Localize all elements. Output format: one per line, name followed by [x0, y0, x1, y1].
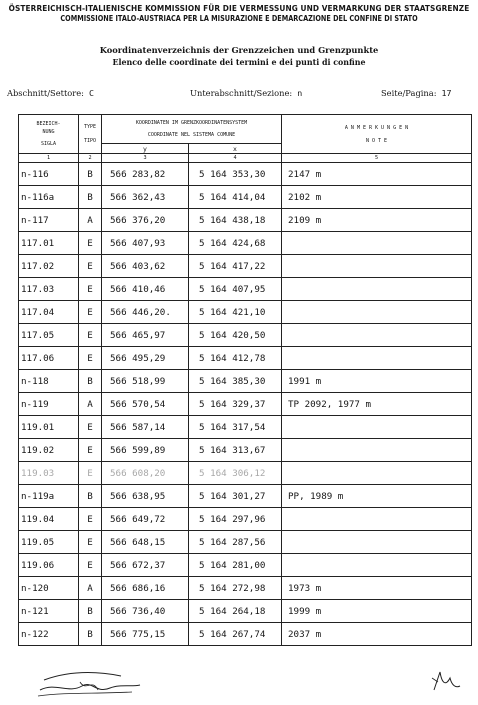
table-row [19, 347, 472, 370]
header-axis-x: x [189, 144, 282, 154]
note-cell [282, 554, 472, 577]
tipo-cell: A [79, 209, 102, 232]
coordinates-table [18, 114, 472, 646]
y-coordinate-cell: 566 518,99 [102, 370, 189, 393]
y-coordinate-cell: 566 736,40 [102, 600, 189, 623]
y-coordinate-cell: 566 407,93 [102, 232, 189, 255]
signature-right [430, 668, 464, 694]
header-tipo-it: TIPO [83, 138, 97, 144]
tipo-cell: E [79, 301, 102, 324]
x-coordinate-cell: 5 164 414,04 [189, 186, 282, 209]
tipo-cell: B [79, 600, 102, 623]
tipo-cell: B [79, 163, 102, 186]
note-cell [282, 324, 472, 347]
y-coordinate-cell: 566 587,14 [102, 416, 189, 439]
table-row [19, 577, 472, 600]
tipo-cell: E [79, 462, 102, 485]
tipo-cell: A [79, 577, 102, 600]
tipo-cell: B [79, 623, 102, 646]
x-coordinate-cell: 5 164 287,56 [189, 531, 282, 554]
sigla-cell: n-116a [19, 186, 79, 209]
page-label: Seite/Pagina: [381, 88, 437, 98]
note-cell: 2102 m [282, 186, 472, 209]
x-coordinate-cell: 5 164 301,27 [189, 485, 282, 508]
column-number: 5 [282, 154, 472, 163]
note-cell [282, 531, 472, 554]
y-coordinate-cell: 566 495,29 [102, 347, 189, 370]
note-cell [282, 232, 472, 255]
x-coordinate-cell: 5 164 438,18 [189, 209, 282, 232]
y-coordinate-cell: 566 465,97 [102, 324, 189, 347]
x-coordinate-cell: 5 164 417,22 [189, 255, 282, 278]
sigla-cell: 119.06 [19, 554, 79, 577]
note-cell: 2037 m [282, 623, 472, 646]
y-coordinate-cell: 566 446,20. [102, 301, 189, 324]
sigla-cell: n-120 [19, 577, 79, 600]
table-row [19, 600, 472, 623]
header-coordinates-de: KOORDINATEN IM GRENZKOORDINATENSYSTEM [135, 120, 248, 126]
header-sigla-it: SIGLA [40, 141, 57, 147]
table-header-row-1 [19, 115, 472, 144]
sigla-cell: 119.05 [19, 531, 79, 554]
note-cell: 1991 m [282, 370, 472, 393]
table-row [19, 508, 472, 531]
sigla-cell: n-118 [19, 370, 79, 393]
note-cell [282, 347, 472, 370]
tipo-cell: E [79, 278, 102, 301]
y-coordinate-cell: 566 599,89 [102, 439, 189, 462]
table-row [19, 324, 472, 347]
tipo-cell: E [79, 324, 102, 347]
column-number-row [19, 154, 472, 163]
note-cell [282, 278, 472, 301]
tipo-cell: B [79, 186, 102, 209]
note-cell: TP 2092, 1977 m [282, 393, 472, 416]
x-coordinate-cell: 5 164 297,96 [189, 508, 282, 531]
y-coordinate-cell: 566 775,15 [102, 623, 189, 646]
y-coordinate-cell: 566 403,62 [102, 255, 189, 278]
page-field [381, 88, 452, 98]
section-value: C [88, 88, 94, 98]
document-title-it: Elenco delle coordinate dei termini e dei punti di confine [112, 58, 366, 67]
y-coordinate-cell: 566 686,16 [102, 577, 189, 600]
note-cell [282, 462, 472, 485]
sigla-cell: 119.04 [19, 508, 79, 531]
note-cell: 1999 m [282, 600, 472, 623]
note-cell: 2147 m [282, 163, 472, 186]
sigla-cell: n-117 [19, 209, 79, 232]
tipo-cell: E [79, 232, 102, 255]
sigla-cell: 117.04 [19, 301, 79, 324]
x-coordinate-cell: 5 164 313,67 [189, 439, 282, 462]
header-sigla-de-2: NUNG [42, 129, 55, 135]
table-row [19, 439, 472, 462]
y-coordinate-cell: 566 410,46 [102, 278, 189, 301]
table-row [19, 163, 472, 186]
header-axis-y: y [102, 144, 189, 154]
header-notes [282, 115, 472, 154]
x-coordinate-cell: 5 164 412,78 [189, 347, 282, 370]
x-coordinate-cell: 5 164 264,18 [189, 600, 282, 623]
section-label: Abschnitt/Settore: [7, 88, 84, 98]
y-coordinate-cell: 566 608,20 [102, 462, 189, 485]
tipo-cell: E [79, 554, 102, 577]
note-cell: 2109 m [282, 209, 472, 232]
table-row [19, 278, 472, 301]
header-notes-it: N O T E [365, 137, 388, 144]
page-value: 17 [441, 88, 452, 98]
y-coordinate-cell: 566 283,82 [102, 163, 189, 186]
subsection-value: n [297, 88, 303, 98]
note-cell [282, 439, 472, 462]
y-coordinate-cell: 566 649,72 [102, 508, 189, 531]
table-row [19, 462, 472, 485]
subsection-label: Unterabschnitt/Sezione: [190, 88, 293, 98]
y-coordinate-cell: 566 648,15 [102, 531, 189, 554]
x-coordinate-cell: 5 164 306,12 [189, 462, 282, 485]
note-cell [282, 508, 472, 531]
x-coordinate-cell: 5 164 281,00 [189, 554, 282, 577]
y-coordinate-cell: 566 638,95 [102, 485, 189, 508]
table-row [19, 531, 472, 554]
sigla-cell: 117.05 [19, 324, 79, 347]
tipo-cell: A [79, 393, 102, 416]
table-row [19, 554, 472, 577]
signature-left [36, 668, 146, 700]
y-coordinate-cell: 566 672,37 [102, 554, 189, 577]
tipo-cell: E [79, 439, 102, 462]
section-field [7, 88, 94, 98]
commission-title-de: ÖSTERREICHISCH-ITALIENISCHE KOMMISSION FÜR DIE VERMESSUNG UND VERMARKUNG DER STAATSGRENZE [8, 3, 470, 13]
table-row [19, 301, 472, 324]
header-notes-de: A N M E R K U N G E N [344, 124, 409, 131]
header-coordinates [102, 115, 282, 144]
table-row [19, 485, 472, 508]
x-coordinate-cell: 5 164 267,74 [189, 623, 282, 646]
sigla-cell: 117.03 [19, 278, 79, 301]
sigla-cell: n-119 [19, 393, 79, 416]
x-coordinate-cell: 5 164 407,95 [189, 278, 282, 301]
header-tipo [79, 115, 102, 154]
table-body [19, 163, 472, 646]
table-row [19, 186, 472, 209]
sigla-cell: 117.01 [19, 232, 79, 255]
sigla-cell: n-116 [19, 163, 79, 186]
table-row [19, 209, 472, 232]
x-coordinate-cell: 5 164 329,37 [189, 393, 282, 416]
tipo-cell: E [79, 255, 102, 278]
tipo-cell: E [79, 531, 102, 554]
x-coordinate-cell: 5 164 421,10 [189, 301, 282, 324]
note-cell: PP, 1989 m [282, 485, 472, 508]
x-coordinate-cell: 5 164 424,68 [189, 232, 282, 255]
y-coordinate-cell: 566 376,20 [102, 209, 189, 232]
y-coordinate-cell: 566 362,43 [102, 186, 189, 209]
tipo-cell: E [79, 508, 102, 531]
table-row [19, 393, 472, 416]
y-coordinate-cell: 566 570,54 [102, 393, 189, 416]
column-number: 3 [102, 154, 189, 163]
commission-title-it: COMMISSIONE ITALO-AUSTRIACA PER LA MISURAZIONE E DEMARCAZIONE DEL CONFINE DI STATO [60, 14, 418, 23]
header-sigla [19, 115, 79, 154]
sigla-cell: n-122 [19, 623, 79, 646]
subsection-field [190, 88, 302, 98]
tipo-cell: E [79, 416, 102, 439]
column-number: 2 [79, 154, 102, 163]
sigla-cell: 119.02 [19, 439, 79, 462]
table-row [19, 370, 472, 393]
sigla-cell: n-119a [19, 485, 79, 508]
table-row [19, 416, 472, 439]
note-cell [282, 416, 472, 439]
tipo-cell: B [79, 485, 102, 508]
sigla-cell: 119.03 [19, 462, 79, 485]
x-coordinate-cell: 5 164 385,30 [189, 370, 282, 393]
note-cell [282, 255, 472, 278]
table-row [19, 623, 472, 646]
sigla-cell: n-121 [19, 600, 79, 623]
column-number: 4 [189, 154, 282, 163]
header-coordinates-it: COORDINATE NEL SISTEMA COMUNE [147, 132, 236, 138]
x-coordinate-cell: 5 164 272,98 [189, 577, 282, 600]
note-cell [282, 301, 472, 324]
x-coordinate-cell: 5 164 353,30 [189, 163, 282, 186]
header-tipo-de: TYPE [83, 124, 97, 130]
tipo-cell: B [79, 370, 102, 393]
tipo-cell: E [79, 347, 102, 370]
x-coordinate-cell: 5 164 317,54 [189, 416, 282, 439]
sigla-cell: 119.01 [19, 416, 79, 439]
sigla-cell: 117.02 [19, 255, 79, 278]
table-row [19, 255, 472, 278]
note-cell: 1973 m [282, 577, 472, 600]
column-number: 1 [19, 154, 79, 163]
header-sigla-de: BEZEICH- [36, 121, 61, 127]
document-title-de: Koordinatenverzeichnis der Grenzzeichen und Grenzpunkte [99, 45, 379, 55]
x-coordinate-cell: 5 164 420,50 [189, 324, 282, 347]
sigla-cell: 117.06 [19, 347, 79, 370]
table-row [19, 232, 472, 255]
